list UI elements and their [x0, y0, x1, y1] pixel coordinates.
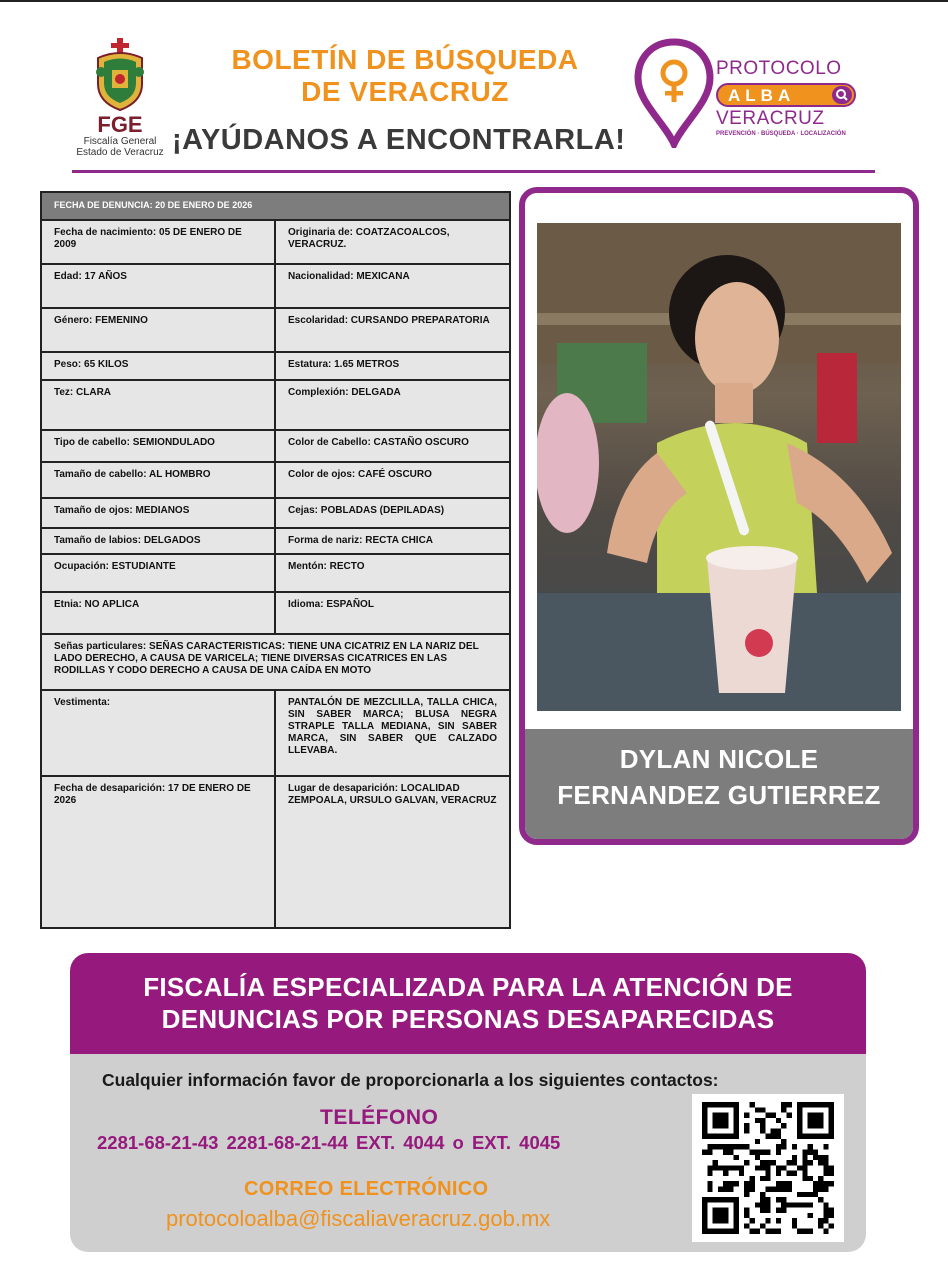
top-border	[0, 0, 948, 2]
clothing-label: Vestimenta:	[42, 691, 276, 775]
hair-length: Tamaño de cabello: AL HOMBRO	[42, 463, 276, 497]
schooling: Escolaridad: CURSANDO PREPARATORIA	[288, 315, 490, 326]
eye-size: Tamaño de ojos: MEDIANOS	[42, 499, 276, 527]
name-band	[525, 729, 913, 839]
person-name-line1: DYLAN NICOLE	[619, 744, 819, 774]
origin: Originaria de: COATZACOALCOS, VERACRUZ.	[288, 227, 450, 250]
contact-panel	[70, 1054, 866, 1252]
table-row	[42, 497, 509, 527]
qr-code-graphic	[700, 1102, 836, 1234]
protocol-veracruz: VERACRUZ	[716, 108, 825, 129]
agency-line2: DENUNCIAS POR PERSONAS DESAPARECIDAS	[161, 1004, 775, 1034]
protocol-alba-pill	[716, 83, 856, 107]
table-row	[42, 263, 509, 307]
email-address[interactable]: protocoloalba@fiscaliaveracruz.gob.mx	[166, 1206, 551, 1231]
eyebrows: Cejas: POBLADAS (DEPILADAS)	[288, 505, 445, 516]
bulletin-title	[195, 44, 615, 108]
missing-date: Fecha de desaparición: 17 DE ENERO DE 2026	[42, 777, 276, 927]
report-date: FECHA DE DENUNCIA: 20 DE ENERO DE 2026	[54, 200, 253, 210]
chin: Mentón: RECTO	[288, 561, 365, 572]
protocol-alba-text: ALBA	[728, 86, 796, 105]
protocolo-alba-logo	[716, 58, 866, 138]
fge-name-line2: Estado de Veracruz	[76, 147, 164, 158]
eye-color: Color de ojos: CAFÉ OSCURO	[288, 469, 432, 480]
fge-name-line1: Fiscalía General	[83, 136, 157, 147]
height: Estatura: 1.65 METROS	[288, 359, 400, 370]
missing-place: Lugar de desaparición: LOCALIDAD ZEMPOALA, URSULO GALVAN, VERACRUZ	[288, 783, 497, 806]
photo-card	[519, 187, 919, 845]
email-label: CORREO ELECTRÓNICO	[244, 1178, 489, 1200]
table-row	[42, 633, 509, 689]
nationality: Nacionalidad: MEXICANA	[288, 271, 410, 282]
agency-line1: FISCALÍA ESPECIALIZADA PARA LA ATENCIÓN DE	[143, 972, 793, 1002]
person-photo	[537, 223, 901, 711]
fge-logo	[70, 36, 170, 160]
qr-code[interactable]	[692, 1094, 844, 1242]
fge-abbr: FGE	[97, 112, 143, 137]
clothing: PANTALÓN DE MEZCLILLA, TALLA CHICA, SIN SABER MARCA; BLUSA NEGRA STRAPLE TALLA MEDIANA, SIN SABER MARCA, SIN SABER QUE CALZADO LLEVABA.	[288, 697, 497, 756]
photo-illustration	[537, 223, 901, 711]
table-row	[42, 219, 509, 263]
phone-label: TELÉFONO	[320, 1106, 439, 1129]
lip-size: Tamaño de labios: DELGADOS	[42, 529, 276, 553]
table-row	[42, 193, 509, 219]
protocol-tagline: PREVENCIÓN · BÚSQUEDA · LOCALIZACIÓN	[716, 131, 846, 137]
help-heading: ¡AYÚDANOS A ENCONTRARLA!	[172, 124, 626, 156]
table-row	[42, 775, 509, 927]
person-name-line2: FERNANDEZ GUTIERREZ	[557, 780, 881, 810]
nose: Forma de nariz: RECTA CHICA	[288, 535, 434, 546]
build: Complexión: DELGADA	[288, 387, 401, 398]
table-row	[42, 689, 509, 775]
search-icon	[832, 86, 852, 104]
table-row	[42, 379, 509, 429]
table-row	[42, 553, 509, 591]
hair-type: Tipo de cabello: SEMIONDULADO	[42, 431, 276, 461]
table-row	[42, 351, 509, 379]
skin: Tez: CLARA	[42, 381, 276, 429]
bulletin-title-line1: BOLETÍN DE BÚSQUEDA	[231, 44, 579, 75]
person-details-table	[40, 191, 511, 929]
table-row	[42, 307, 509, 351]
table-row	[42, 591, 509, 633]
gender: Género: FEMENINO	[42, 309, 276, 351]
ethnicity: Etnia: NO APLICA	[42, 593, 276, 633]
age: Edad: 17 AÑOS	[42, 265, 276, 307]
weight: Peso: 65 KILOS	[42, 353, 276, 379]
bulletin-title-line2: DE VERACRUZ	[301, 76, 509, 107]
occupation: Ocupación: ESTUDIANTE	[42, 555, 276, 591]
coat-of-arms-icon	[90, 36, 150, 112]
agency-banner	[70, 953, 866, 1054]
distinguishing-marks: Señas particulares: SEÑAS CARACTERISTICAS: TIENE UNA CICATRIZ EN LA NARIZ DEL LADO DERECHO, A CAUSA DE VARICELA; TIENE DIVERSAS CICATRICES EN LAS RODILLAS Y CODO DERECHO A CAUSA DE UNA CAÍDA EN MOTO	[54, 641, 479, 676]
table-row	[42, 461, 509, 497]
phone-numbers[interactable]: 2281-68-21-43 2281-68-21-44 EXT. 4044 o EXT. 4045	[97, 1132, 561, 1153]
contact-intro: Cualquier información favor de proporcionarla a los siguientes contactos:	[102, 1070, 719, 1090]
protocol-line1: PROTOCOLO	[716, 58, 842, 79]
header-divider	[72, 170, 875, 173]
hair-color: Color de Cabello: CASTAÑO OSCURO	[288, 437, 469, 448]
language: Idioma: ESPAÑOL	[288, 599, 374, 610]
female-pin-icon	[634, 38, 714, 148]
table-row	[42, 527, 509, 553]
table-row	[42, 429, 509, 461]
birth-date: Fecha de nacimiento: 05 DE ENERO DE 2009	[42, 221, 276, 263]
